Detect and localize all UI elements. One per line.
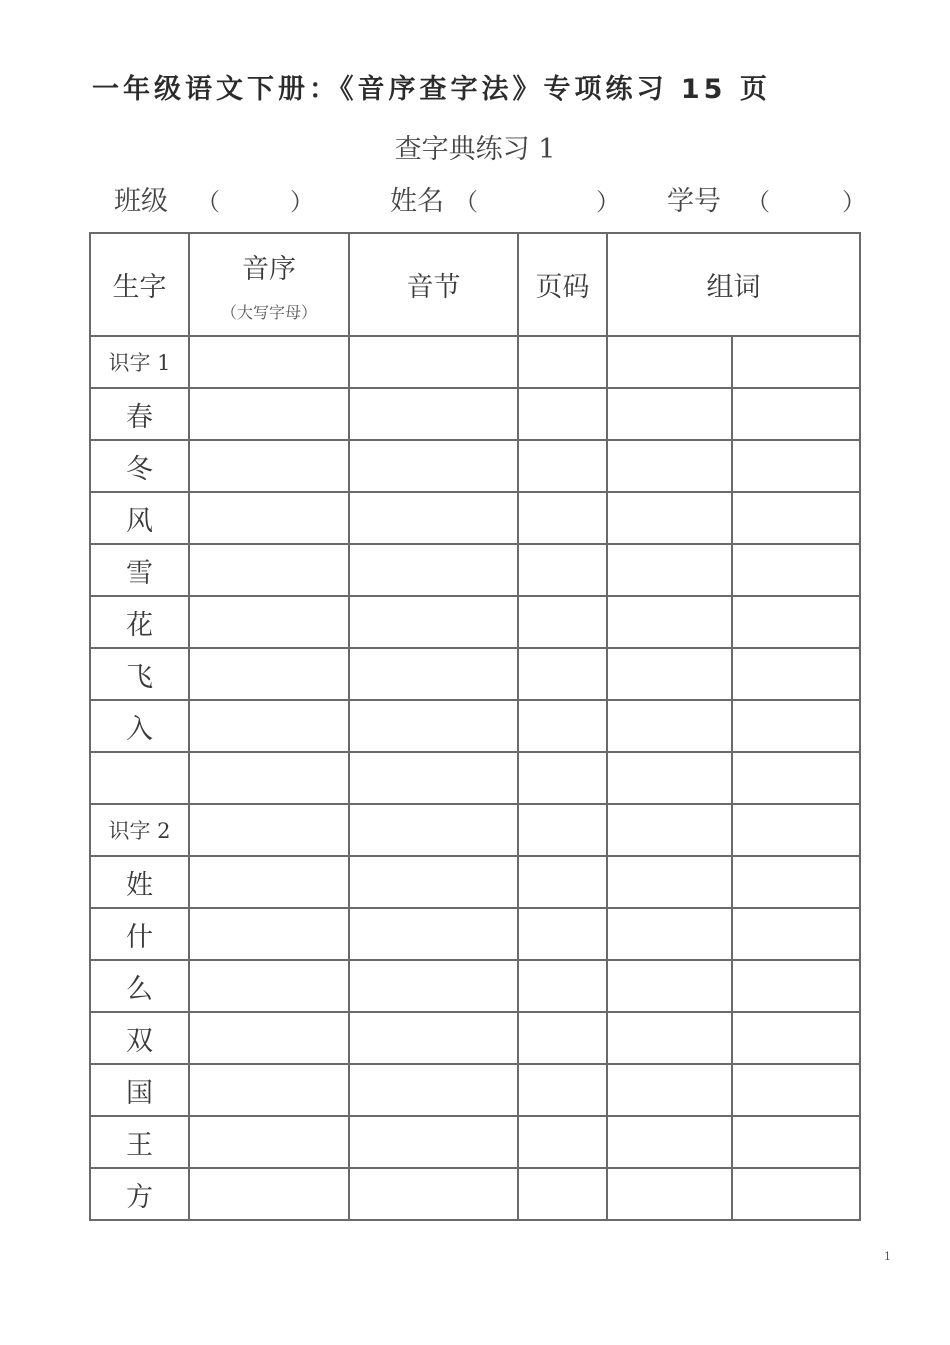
syllable-answer-cell[interactable] (349, 336, 518, 388)
word-answer-cell-1[interactable] (607, 596, 732, 648)
word-answer-cell-1[interactable] (607, 752, 732, 804)
word-answer-cell-2[interactable] (732, 1064, 860, 1116)
header-order-label: 音序 (242, 253, 296, 285)
table-row (90, 1168, 860, 1220)
word-answer-cell-2[interactable] (732, 648, 860, 700)
word-answer-cell-1[interactable] (607, 1168, 732, 1220)
lesson-label-cell: 识字 1 (90, 336, 189, 388)
word-answer-cell-2[interactable] (732, 492, 860, 544)
table-row (90, 388, 860, 440)
header-syllable: 音节 (349, 233, 518, 336)
header-char: 生字 (90, 233, 189, 336)
syllable-answer-cell[interactable] (349, 960, 518, 1012)
syllable-answer-cell[interactable] (349, 492, 518, 544)
word-answer-cell-2[interactable] (732, 752, 860, 804)
class-open-paren: （ (196, 188, 220, 216)
word-answer-cell-1[interactable] (607, 544, 732, 596)
word-answer-cell-2[interactable] (732, 700, 860, 752)
order-answer-cell[interactable] (189, 700, 349, 752)
order-answer-cell[interactable] (189, 1064, 349, 1116)
order-answer-cell[interactable] (189, 752, 349, 804)
lesson-label-cell: 识字 2 (90, 804, 189, 856)
word-answer-cell-1[interactable] (607, 1064, 732, 1116)
table-row (90, 1064, 860, 1116)
order-answer-cell[interactable] (189, 1116, 349, 1168)
syllable-answer-cell[interactable] (349, 596, 518, 648)
page-answer-cell[interactable] (518, 1116, 607, 1168)
page-answer-cell[interactable] (518, 336, 607, 388)
page-answer-cell[interactable] (518, 804, 607, 856)
order-answer-cell[interactable] (189, 440, 349, 492)
worksheet-subtitle: 查字典练习 1 (394, 134, 556, 165)
word-answer-cell-1[interactable] (607, 804, 732, 856)
table-row (90, 648, 860, 700)
word-answer-cell-1[interactable] (607, 648, 732, 700)
order-answer-cell[interactable] (189, 492, 349, 544)
character-cell: 王 (90, 1116, 189, 1168)
character-cell: 风 (90, 492, 189, 544)
syllable-answer-cell[interactable] (349, 908, 518, 960)
table-row (90, 752, 860, 804)
word-answer-cell-2[interactable] (732, 856, 860, 908)
word-answer-cell-1[interactable] (607, 1116, 732, 1168)
word-answer-cell-2[interactable] (732, 1012, 860, 1064)
table-header-row (90, 233, 860, 336)
table-row (90, 336, 860, 388)
page-answer-cell[interactable] (518, 440, 607, 492)
word-answer-cell-2[interactable] (732, 596, 860, 648)
word-answer-cell-2[interactable] (732, 908, 860, 960)
order-answer-cell[interactable] (189, 960, 349, 1012)
order-answer-cell[interactable] (189, 388, 349, 440)
page-answer-cell[interactable] (518, 856, 607, 908)
word-answer-cell-1[interactable] (607, 492, 732, 544)
character-cell: 什 (90, 908, 189, 960)
header-order-note: （大写字母） (220, 302, 317, 322)
page-answer-cell[interactable] (518, 596, 607, 648)
blank-char-cell (90, 752, 189, 804)
order-answer-cell[interactable] (189, 1168, 349, 1220)
character-cell: 国 (90, 1064, 189, 1116)
syllable-answer-cell[interactable] (349, 544, 518, 596)
word-answer-cell-2[interactable] (732, 1168, 860, 1220)
name-label: 姓名 (390, 186, 444, 217)
name-close-paren: ） (596, 188, 620, 216)
word-answer-cell-1[interactable] (607, 960, 732, 1012)
character-cell: 方 (90, 1168, 189, 1220)
word-answer-cell-1[interactable] (607, 1012, 732, 1064)
order-answer-cell[interactable] (189, 856, 349, 908)
order-answer-cell[interactable] (189, 804, 349, 856)
word-answer-cell-2[interactable] (732, 336, 860, 388)
character-cell: 么 (90, 960, 189, 1012)
character-cell: 飞 (90, 648, 189, 700)
page-answer-cell[interactable] (518, 1064, 607, 1116)
header-words: 组词 (607, 233, 860, 336)
page-answer-cell[interactable] (518, 908, 607, 960)
word-answer-cell-1[interactable] (607, 700, 732, 752)
table-row (90, 440, 860, 492)
dictionary-practice-table (89, 232, 861, 1221)
syllable-answer-cell[interactable] (349, 440, 518, 492)
syllable-answer-cell[interactable] (349, 804, 518, 856)
syllable-answer-cell[interactable] (349, 388, 518, 440)
order-answer-cell[interactable] (189, 908, 349, 960)
order-answer-cell[interactable] (189, 648, 349, 700)
syllable-answer-cell[interactable] (349, 752, 518, 804)
character-cell: 姓 (90, 856, 189, 908)
word-answer-cell-2[interactable] (732, 440, 860, 492)
id-close-paren: ） (842, 188, 866, 216)
table-row (90, 804, 860, 856)
header-page: 页码 (518, 233, 607, 336)
name-open-paren: （ (454, 188, 478, 216)
word-answer-cell-2[interactable] (732, 544, 860, 596)
syllable-answer-cell[interactable] (349, 856, 518, 908)
character-cell: 双 (90, 1012, 189, 1064)
order-answer-cell[interactable] (189, 596, 349, 648)
page-number: 1 (884, 1250, 891, 1263)
syllable-answer-cell[interactable] (349, 648, 518, 700)
table-row (90, 700, 860, 752)
table-row (90, 596, 860, 648)
syllable-answer-cell[interactable] (349, 700, 518, 752)
word-answer-cell-2[interactable] (732, 804, 860, 856)
page-answer-cell[interactable] (518, 700, 607, 752)
character-cell: 花 (90, 596, 189, 648)
character-cell: 入 (90, 700, 189, 752)
class-close-paren: ） (290, 188, 314, 216)
syllable-answer-cell[interactable] (349, 1064, 518, 1116)
page-answer-cell[interactable] (518, 752, 607, 804)
table-row (90, 1012, 860, 1064)
syllable-answer-cell[interactable] (349, 1012, 518, 1064)
word-answer-cell-1[interactable] (607, 388, 732, 440)
order-answer-cell[interactable] (189, 544, 349, 596)
table-row (90, 492, 860, 544)
id-open-paren: （ (746, 188, 770, 216)
table-row (90, 1116, 860, 1168)
order-answer-cell[interactable] (189, 1012, 349, 1064)
syllable-answer-cell[interactable] (349, 1168, 518, 1220)
word-answer-cell-1[interactable] (607, 856, 732, 908)
word-answer-cell-2[interactable] (732, 960, 860, 1012)
syllable-answer-cell[interactable] (349, 1116, 518, 1168)
student-id-label: 学号 (667, 186, 721, 217)
page-answer-cell[interactable] (518, 1168, 607, 1220)
page-answer-cell[interactable] (518, 960, 607, 1012)
table-row (90, 908, 860, 960)
character-cell: 雪 (90, 544, 189, 596)
page-answer-cell[interactable] (518, 388, 607, 440)
word-answer-cell-1[interactable] (607, 336, 732, 388)
class-label: 班级 (114, 186, 168, 217)
table-row (90, 960, 860, 1012)
header-order (189, 233, 349, 336)
word-answer-cell-1[interactable] (607, 440, 732, 492)
word-answer-cell-2[interactable] (732, 388, 860, 440)
worksheet-title: 一年级语文下册：《音序查字法》专项练习 15 页 (92, 74, 771, 105)
table-row (90, 544, 860, 596)
page-answer-cell[interactable] (518, 648, 607, 700)
character-cell: 春 (90, 388, 189, 440)
order-answer-cell[interactable] (189, 336, 349, 388)
page-answer-cell[interactable] (518, 544, 607, 596)
page-answer-cell[interactable] (518, 492, 607, 544)
word-answer-cell-1[interactable] (607, 908, 732, 960)
page-answer-cell[interactable] (518, 1012, 607, 1064)
character-cell: 冬 (90, 440, 189, 492)
table-row (90, 856, 860, 908)
word-answer-cell-2[interactable] (732, 1116, 860, 1168)
